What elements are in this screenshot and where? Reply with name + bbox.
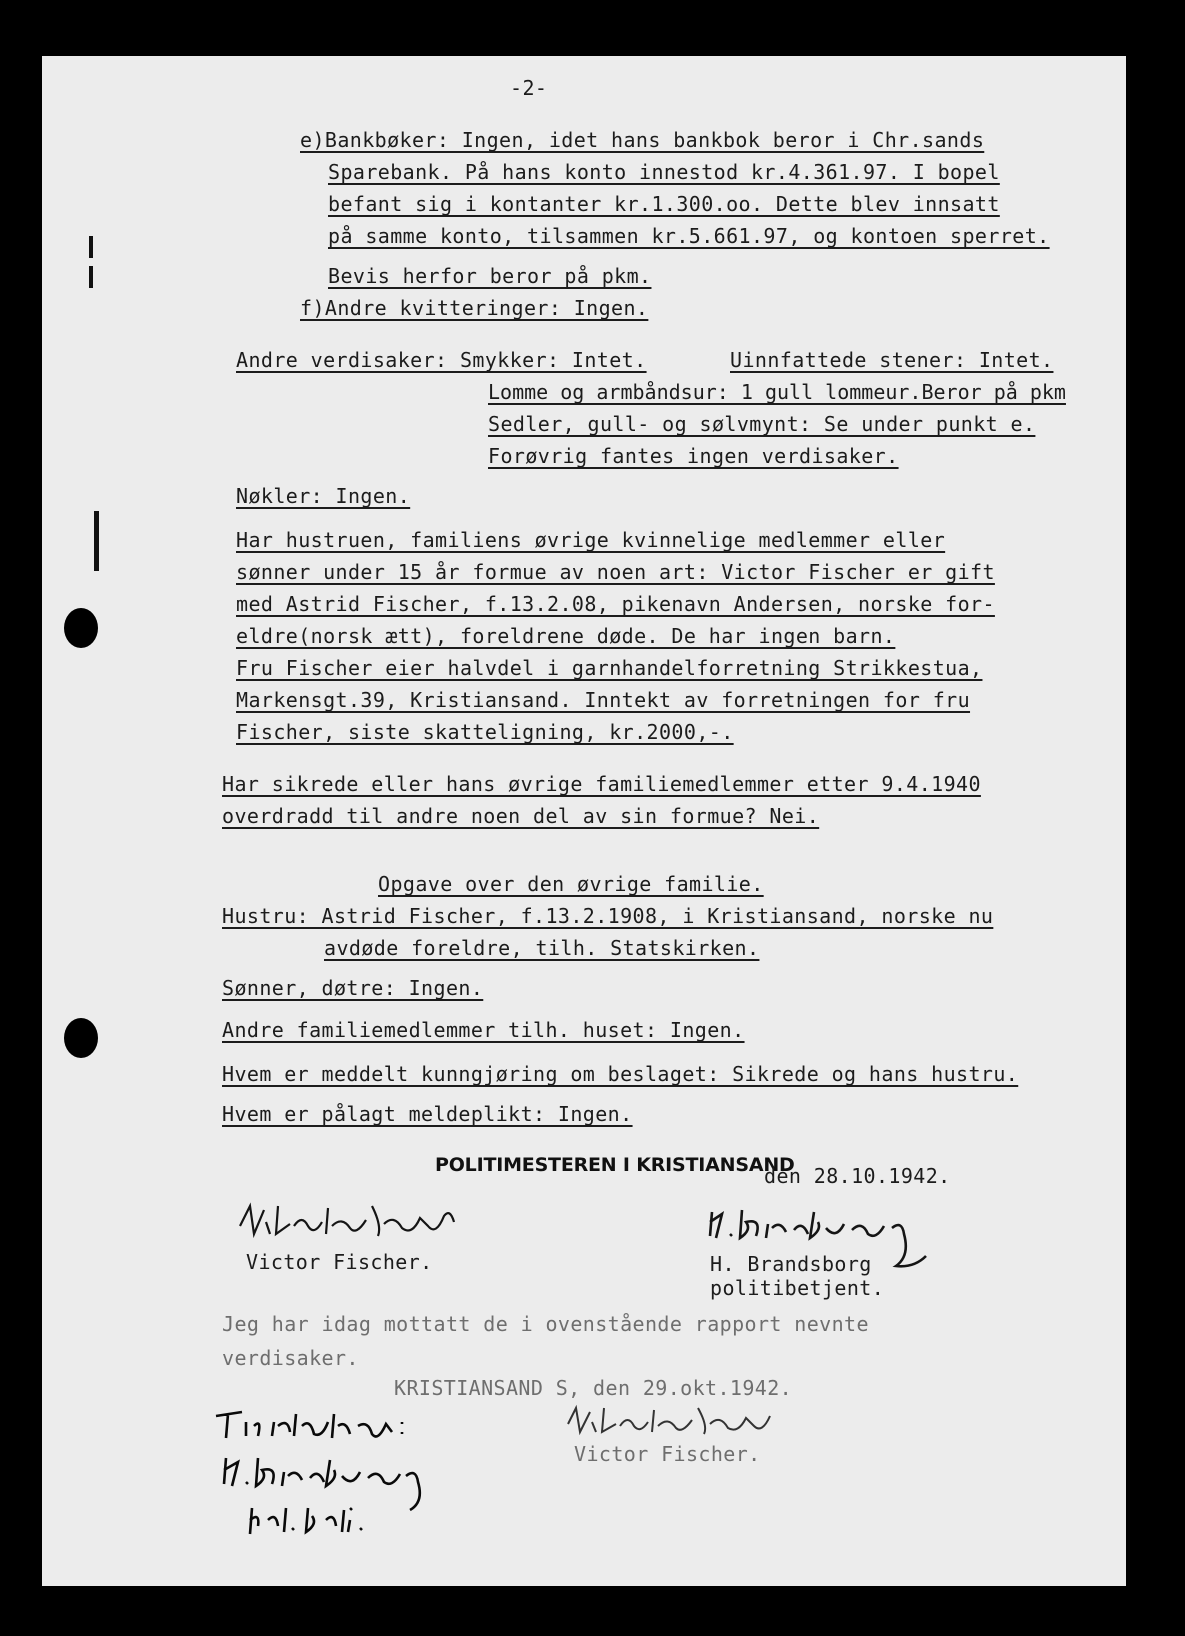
- document-page: [42, 56, 1126, 1586]
- wife-line-2: sønner under 15 år formue av noen art: Victor Fischer er gift: [236, 560, 995, 584]
- family-line-2: avdøde foreldre, tilh. Statskirken.: [324, 936, 760, 960]
- police-stamp: POLITIMESTEREN I KRISTIANSAND: [435, 1154, 795, 1176]
- wife-line-4: eldre(norsk ætt), foreldrene døde. De har ingen barn.: [236, 624, 896, 648]
- valuables-line-2: Lomme og armbåndsur: 1 gull lommeur.Beror på pkm: [488, 380, 1066, 404]
- receipt-name: Victor Fischer.: [574, 1442, 761, 1466]
- punch-hole: [64, 608, 98, 648]
- valuables-line-4: Forøvrig fantes ingen verdisaker.: [488, 444, 899, 468]
- family-line-4: Andre familiemedlemmer tilh. huset: Ingen.: [222, 1018, 745, 1042]
- wife-line-3: med Astrid Fischer, f.13.2.08, pikenavn Andersen, norske for-: [236, 592, 995, 616]
- wife-line-1: Har hustruen, familiens øvrige kvinnelige medlemmer eller: [236, 528, 946, 552]
- valuables-line-1-right: Uinnfattede stener: Intet.: [730, 348, 1054, 372]
- family-line-1: Hustru: Astrid Fischer, f.13.2.1908, i Kristiansand, norske nu: [222, 904, 994, 928]
- transfer-line-1: Har sikrede eller hans øvrige familiemedlemmer etter 9.4.1940: [222, 772, 981, 796]
- wife-line-5: Fru Fischer eier halvdel i garnhandelforretning Strikkestua,: [236, 656, 983, 680]
- family-line-6: Hvem er pålagt meldeplikt: Ingen.: [222, 1102, 633, 1126]
- wife-line-7: Fischer, siste skatteligning, kr.2000,-.: [236, 720, 734, 744]
- receipt-line-1: Jeg har idag mottatt de i ovenstående rapport nevnte: [222, 1312, 869, 1336]
- receipt-signature: [562, 1402, 782, 1446]
- keys-line: Nøkler: Ingen.: [236, 484, 411, 508]
- margin-mark: [89, 236, 93, 258]
- bank-line-4: på samme konto, tilsammen kr.5.661.97, og kontoen sperret.: [328, 224, 1050, 248]
- family-line-5: Hvem er meddelt kunngjøring om beslaget: Sikrede og hans hustru.: [222, 1062, 1019, 1086]
- left-signature-name: Victor Fischer.: [246, 1250, 433, 1274]
- family-line-3: Sønner, døtre: Ingen.: [222, 976, 484, 1000]
- witness-handwriting: [212, 1408, 472, 1548]
- report-date: den 28.10.1942.: [764, 1164, 951, 1188]
- wife-line-6: Markensgt.39, Kristiansand. Inntekt av forretningen for fru: [236, 688, 971, 712]
- margin-mark: [94, 511, 99, 571]
- left-signature: [232, 1196, 462, 1256]
- bank-line-6: f)Andre kvitteringer: Ingen.: [300, 296, 649, 320]
- transfer-line-2: overdradd til andre noen del av sin formue? Nei.: [222, 804, 820, 828]
- punch-hole: [64, 1018, 98, 1058]
- bank-line-5: Bevis herfor beror på pkm.: [328, 264, 652, 288]
- receipt-line-2: verdisaker.: [222, 1346, 359, 1370]
- margin-mark: [89, 266, 93, 288]
- bank-line-2: Sparebank. På hans konto innestod kr.4.361.97. I bopel: [328, 160, 1000, 184]
- bank-line-1: e)Bankbøker: Ingen, idet hans bankbok beror i Chr.sands: [300, 128, 985, 152]
- valuables-line-1-left: Andre verdisaker: Smykker: Intet.: [236, 348, 647, 372]
- right-signature-title: politibetjent.: [710, 1276, 885, 1300]
- family-heading: Opgave over den øvrige familie.: [378, 872, 764, 896]
- right-signature-name: H. Brandsborg: [710, 1252, 872, 1276]
- bank-line-3: befant sig i kontanter kr.1.300.oo. Dette blev innsatt: [328, 192, 1000, 216]
- page-number: -2-: [510, 76, 548, 100]
- valuables-line-3: Sedler, gull- og sølvmynt: Se under punkt e.: [488, 412, 1036, 436]
- receipt-place-date: KRISTIANSAND S, den 29.okt.1942.: [394, 1376, 793, 1400]
